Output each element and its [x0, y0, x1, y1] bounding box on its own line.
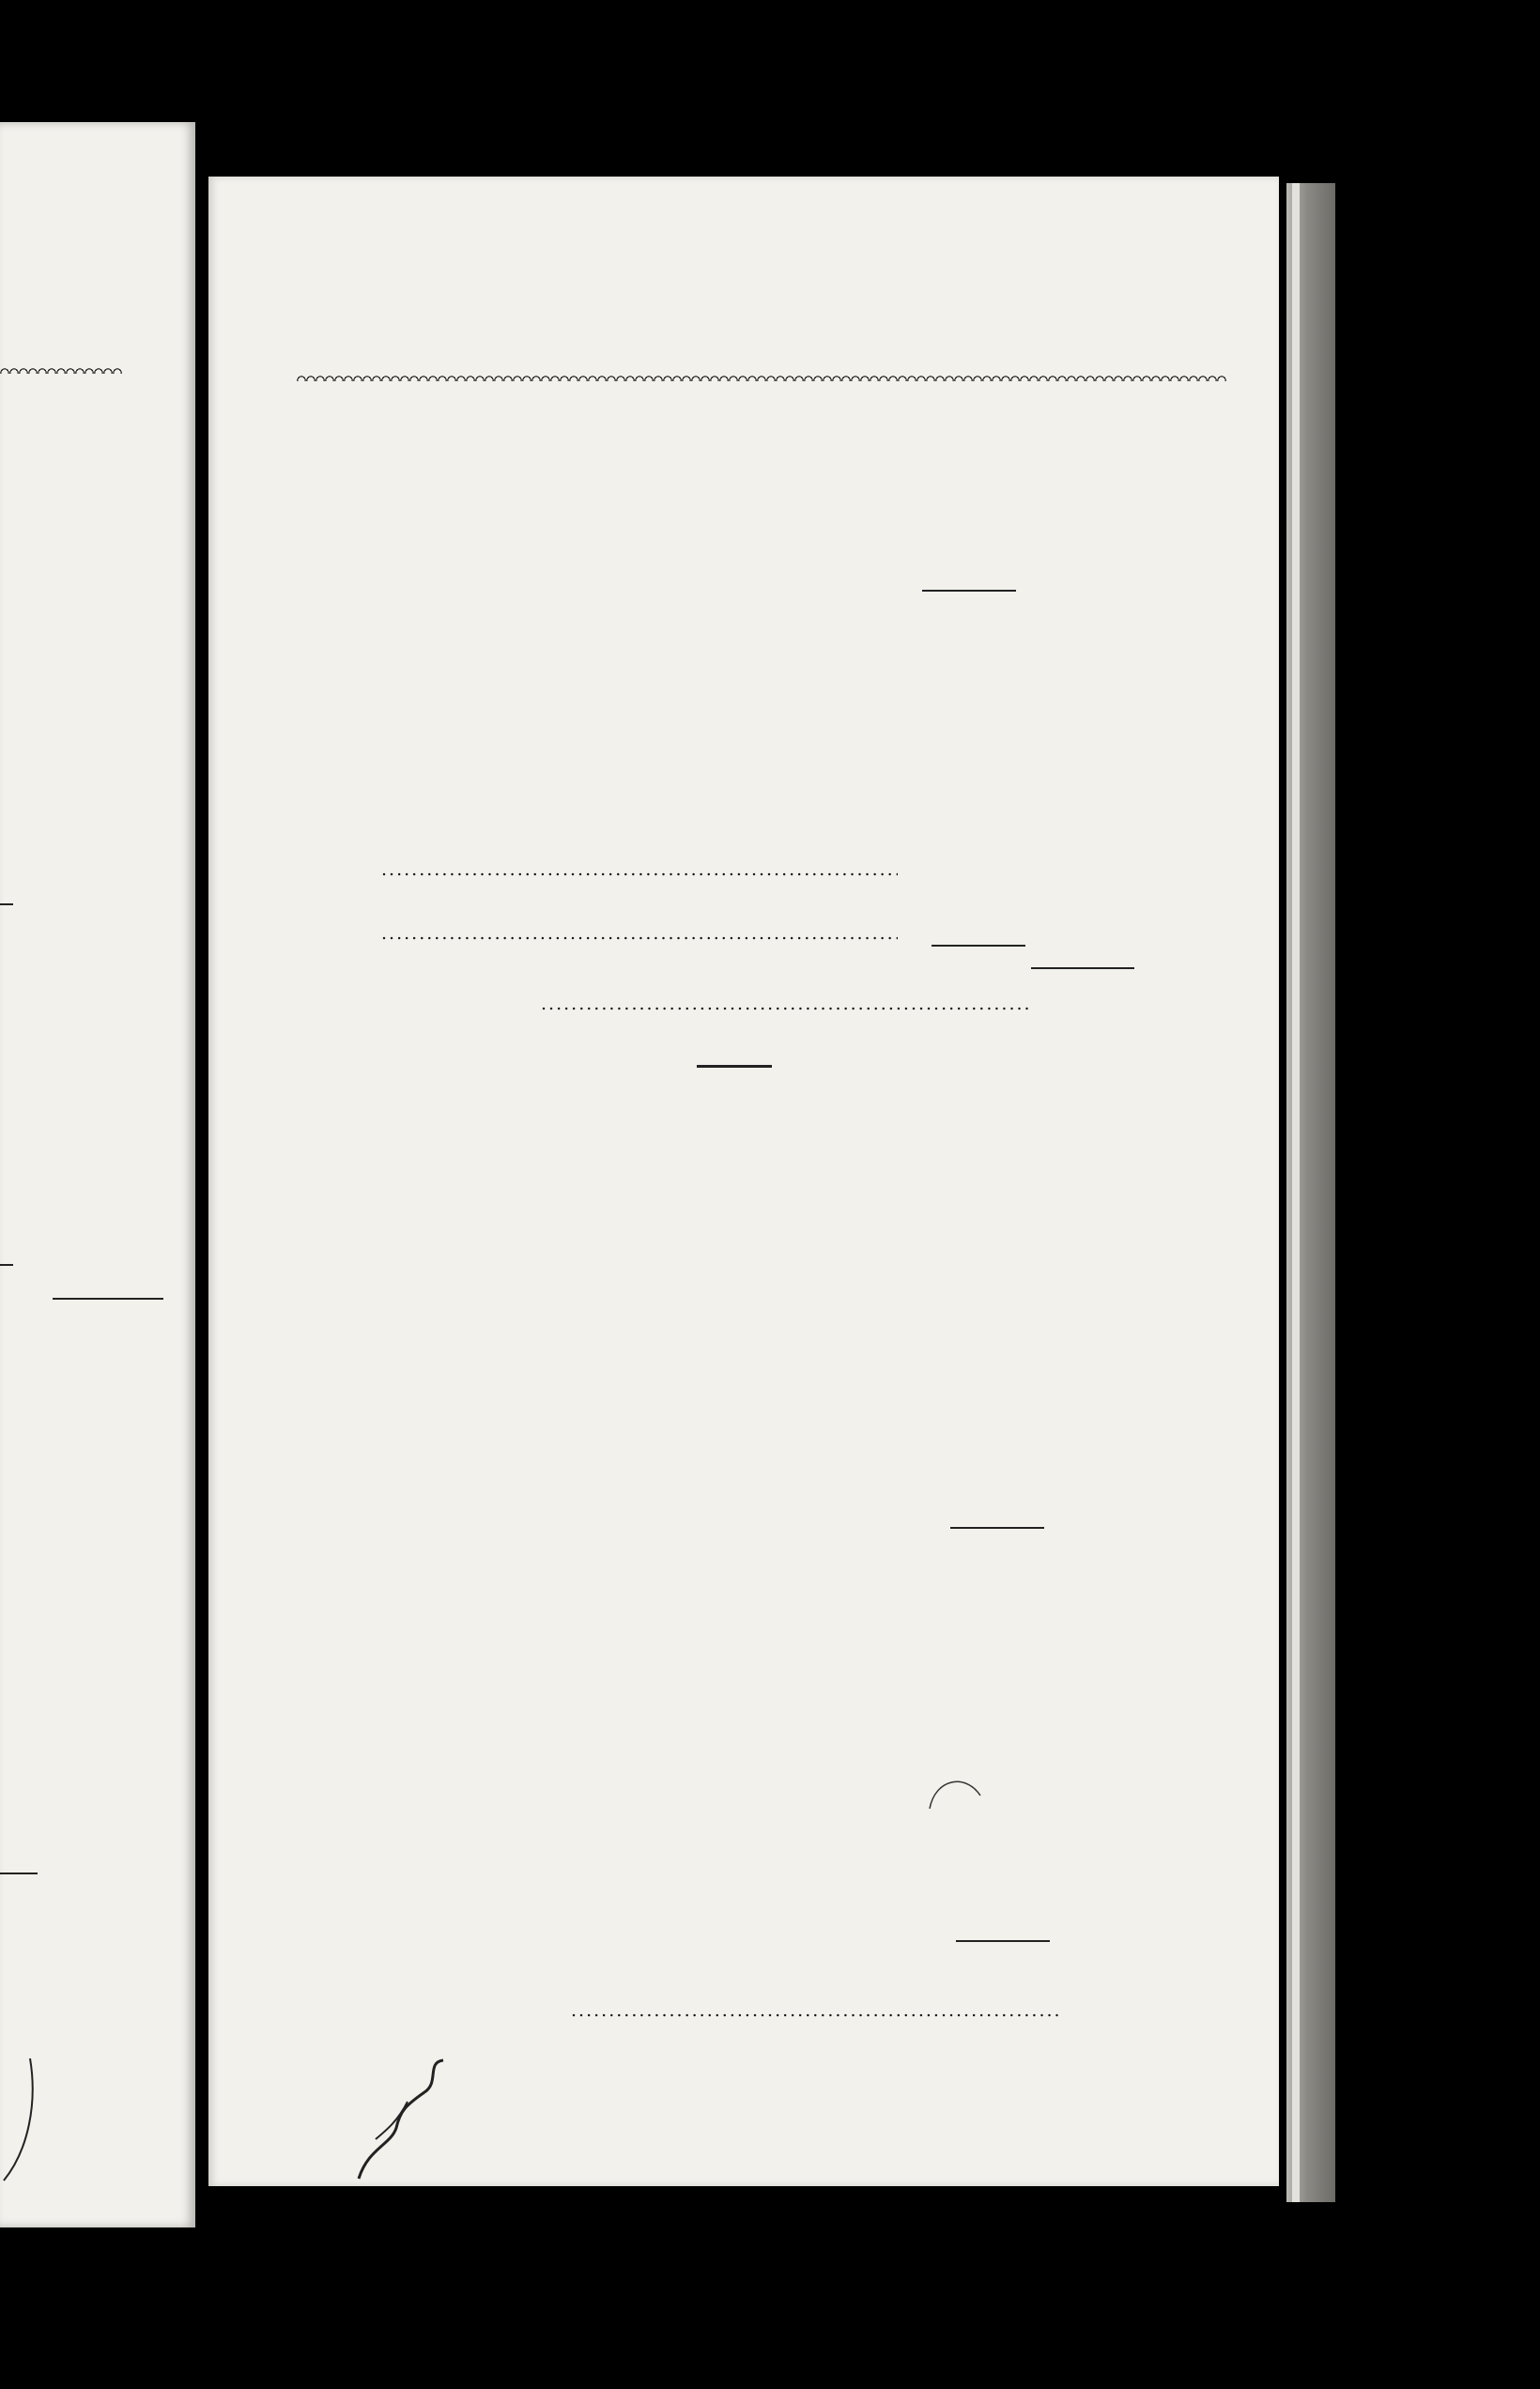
book-edge-highlight	[1292, 183, 1300, 2202]
ink-squiggle	[349, 2055, 453, 2186]
facing-header-rule	[0, 364, 122, 374]
pencil-mark	[928, 1773, 984, 1811]
extra-appropriations-line-2	[381, 923, 898, 944]
facing-rule-2	[0, 1264, 13, 1266]
facing-ink-stroke	[0, 2057, 56, 2188]
facing-rule-1	[0, 903, 13, 905]
header-wavy-rule	[297, 372, 1226, 381]
st-clair-sum-rule	[922, 590, 1016, 592]
facing-page	[0, 122, 195, 2227]
appropriations-sum-rule	[932, 945, 1025, 947]
page-99	[208, 177, 1279, 2186]
london-total-label	[541, 994, 1029, 1014]
indian-chapel-line-2	[381, 859, 898, 880]
facing-rule-3	[53, 1298, 163, 1300]
grand-river-sum-rule	[950, 1527, 1044, 1529]
facing-rule-4	[0, 1873, 38, 1874]
section-divider	[697, 1065, 772, 1068]
london-sum-rule	[1031, 967, 1134, 969]
brantford-total-label	[571, 2000, 1059, 2021]
brantford-approp-sum-rule	[956, 1940, 1050, 1942]
